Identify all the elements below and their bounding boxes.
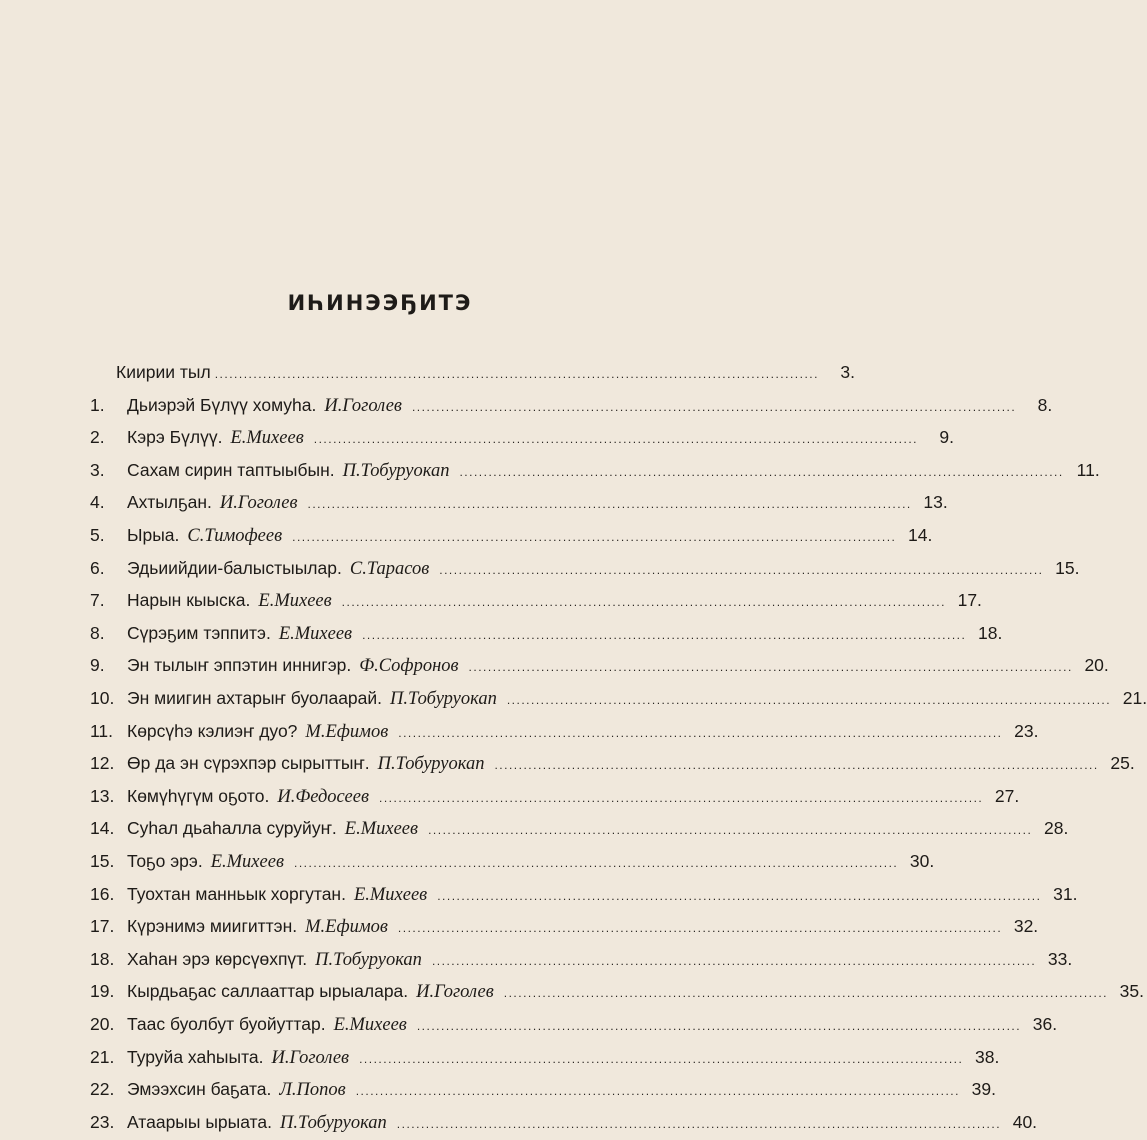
toc-entry — [116, 356, 855, 388]
toc-entry-number: 2. — [90, 427, 105, 448]
toc-entry-page: 14. — [908, 525, 933, 545]
toc-entry-title: Туохтан манньык хоргутан. — [127, 883, 346, 904]
toc-entry-number: 8. — [90, 622, 105, 643]
toc-entry-number: 14. — [90, 818, 115, 839]
toc-entry-author: П.Тобуруокап — [377, 754, 485, 775]
toc-entry-title: Сахам сирин таптыыбын. — [127, 459, 335, 480]
toc-dot-leader: ............................................................................................................................. — [355, 1084, 960, 1099]
toc-dot-leader: ............................................................................................................................. — [341, 595, 946, 610]
toc-entry — [90, 780, 1020, 812]
toc-entry — [90, 421, 954, 453]
toc-entry-author: М.Ефимов — [305, 721, 389, 742]
toc-entry — [90, 454, 1100, 486]
toc-dot-leader: ............................................................................................................................. — [439, 562, 1044, 577]
toc-entry-number: 3. — [90, 459, 105, 480]
toc-entry-page: 8. — [1037, 394, 1053, 415]
toc-dot-leader: ............................................................................................................................. — [437, 888, 1042, 903]
toc-dot-leader: ............................................................................................................................. — [503, 986, 1108, 1001]
toc-entry-number: 7. — [90, 590, 105, 611]
toc-dot-leader: ............................................................................................................................. — [431, 953, 1037, 968]
toc-dot-leader: ............................................................................................................................. — [398, 725, 1003, 740]
toc-entry-number: 22. — [90, 1079, 115, 1100]
toc-entry-number: 16. — [90, 883, 115, 904]
toc-entry-author: Е.Михеев — [258, 591, 332, 612]
toc-entry — [90, 584, 982, 616]
toc-entry-author: П.Тобуруокап — [279, 1112, 387, 1133]
toc-entry-number: 18. — [90, 948, 115, 969]
toc-entry-title: Таас буолбут буойуттар. — [127, 1014, 326, 1034]
toc-entry-page: 3. — [840, 362, 855, 382]
toc-entry — [90, 747, 1135, 779]
toc-entry-title: Эн миигин ахтарыҥ буолаарай. — [127, 688, 383, 708]
toc-entry-title: Атаарыы ырыата. — [127, 1111, 272, 1132]
toc-entry-title: Эмээхсин баҕата. — [127, 1079, 272, 1100]
toc-entry-number: 17. — [90, 916, 115, 937]
toc-entry-title: Эдьиийдии-балыстыылар. — [127, 557, 342, 578]
toc-entry-title: Тоҕо эрэ. — [127, 851, 203, 871]
toc-entry-author: Е.Михеев — [333, 1015, 407, 1035]
toc-entry-title: Суһал дьаһалла суруйуҥ. — [127, 818, 337, 839]
page-title: ИҺИНЭЭҔИТЭ — [287, 291, 473, 315]
toc-entry-title: Ахтылҕан. — [127, 492, 212, 513]
toc-dot-leader: ............................................................................................................................. — [362, 627, 967, 642]
toc-entry-page: 20. — [1084, 655, 1109, 676]
toc-entry-number: 20. — [90, 1014, 115, 1034]
toc-entry-number: 15. — [90, 851, 115, 871]
toc-dot-leader: ............................................................................................................................. — [428, 823, 1033, 838]
toc-entry — [90, 617, 1003, 649]
toc-entry-page: 39. — [971, 1079, 996, 1100]
toc-dot-leader: ............................................................................................................................. — [214, 367, 819, 381]
toc-entry-page: 40. — [1012, 1111, 1038, 1132]
toc-dot-leader: ............................................................................................................................. — [468, 660, 1073, 675]
toc-entry-title: Күрэнимэ миигиттэн. — [127, 916, 298, 937]
toc-dot-leader: ............................................................................................................................. — [506, 693, 1112, 707]
toc-entry-page: 13. — [923, 492, 948, 513]
toc-entry-page: 25. — [1110, 753, 1135, 774]
toc-entry-page: 23. — [1014, 720, 1039, 741]
toc-entry-author: И.Федосеев — [277, 786, 369, 807]
toc-entry-page: 32. — [1013, 916, 1039, 937]
toc-dot-leader: ............................................................................................................................. — [293, 856, 899, 870]
toc-entry-author: И.Гоголев — [219, 493, 298, 514]
toc-entry-author: Ф.Софронов — [359, 656, 459, 677]
toc-entry-title: Нарын кыыска. — [127, 590, 251, 611]
toc-entry-page: 9. — [939, 427, 954, 448]
toc-entry-author: Л.Попов — [279, 1080, 346, 1101]
toc-entry-number: 23. — [90, 1111, 115, 1132]
toc-entry-number: 6. — [90, 557, 105, 578]
toc-entry-page: 33. — [1047, 948, 1073, 969]
toc-entry-title: Киирии тыл — [116, 362, 211, 382]
toc-entry-number: 1. — [90, 394, 105, 415]
toc-entry — [90, 812, 1069, 844]
toc-entry-page: 11. — [1076, 459, 1100, 480]
toc-dot-leader: ............................................................................................................................. — [292, 530, 897, 544]
toc-dot-leader: ............................................................................................................................. — [396, 1116, 1002, 1131]
toc-entry-page: 18. — [978, 622, 1003, 643]
toc-entry-number: 12. — [90, 753, 115, 774]
toc-entry-author: Е.Михеев — [278, 623, 353, 644]
toc-dot-leader: ............................................................................................................................. — [359, 1051, 964, 1066]
toc-entry-author: С.Тарасов — [349, 558, 430, 579]
toc-entry — [90, 389, 1053, 421]
toc-entry — [90, 519, 933, 551]
toc-entry-author: С.Тимофеев — [187, 526, 283, 546]
toc-dot-leader: ............................................................................................................................. — [416, 1019, 1022, 1033]
toc-entry-title: Сүрэҕим тэппитэ. — [127, 622, 271, 643]
toc-entry-page: 36. — [1032, 1014, 1058, 1034]
toc-entry-title: Хаһан эрэ көрсүөхпүт. — [127, 948, 308, 969]
toc-entry-page: 27. — [994, 785, 1020, 806]
toc-entry-title: Туруйа хаһыыта. — [127, 1046, 264, 1067]
toc-entry-number: 5. — [90, 525, 105, 545]
toc-entry-author: Е.Михеев — [344, 819, 419, 840]
toc-entry-page: 38. — [975, 1046, 1000, 1067]
toc-entry-page: 30. — [909, 851, 935, 871]
toc-entry-page: 15. — [1055, 557, 1080, 578]
toc-entry-author: Е.Михеев — [210, 852, 284, 872]
toc-entry-page: 35. — [1119, 981, 1144, 1002]
toc-entry-author: И.Гоголев — [324, 395, 402, 416]
toc-entry-author: И.Гоголев — [271, 1047, 350, 1068]
toc-dot-leader: ............................................................................................................................. — [411, 399, 1017, 414]
toc-entry-number: 19. — [90, 981, 115, 1002]
toc-dot-leader: ............................................................................................................................. — [307, 497, 912, 512]
toc-entry-page: 28. — [1043, 818, 1069, 839]
toc-entry-title: Көрсүһэ кэлиэҥ дуо? — [127, 720, 298, 741]
toc-entry-title: Ырыа. — [127, 525, 180, 545]
toc-entry-title: Көмүһүгүм оҕото. — [127, 785, 270, 806]
toc-entry — [90, 1106, 1038, 1138]
toc-entry-number: 11. — [90, 720, 114, 741]
toc-entry-author: П.Тобуруокап — [342, 460, 450, 481]
toc-entry-author: П.Тобуруокап — [315, 949, 422, 970]
toc-entry-title: Кырдьаҕас саллааттар ырыалара. — [127, 981, 409, 1002]
toc-entry-page: 17. — [957, 590, 982, 611]
toc-entry — [90, 878, 1078, 910]
toc-entry-page: 31. — [1053, 883, 1078, 904]
toc-entry-title: Өр да эн сүрэхпэр сырыттыҥ. — [127, 753, 370, 774]
toc-entry — [90, 649, 1109, 681]
toc-entry-page: 21. — [1122, 688, 1147, 708]
toc-entry — [90, 975, 1144, 1007]
toc-entry — [90, 486, 948, 518]
toc-dot-leader: ............................................................................................................................. — [313, 432, 918, 447]
toc-entry-title: Кэрэ Бүлүү. — [127, 427, 223, 448]
toc-entry-author: И.Гоголев — [416, 982, 494, 1003]
toc-entry — [90, 715, 1039, 747]
toc-entry-author: М.Ефимов — [305, 917, 388, 938]
toc-entry — [90, 943, 1073, 975]
toc-entry-title: Дьиэрэй Бүлүү хомуһа. — [127, 394, 317, 415]
toc-entry — [90, 845, 935, 877]
toc-entry-author: П.Тобуруокап — [390, 689, 497, 709]
toc-entry-number: 9. — [90, 655, 105, 676]
toc-entry-number: 4. — [90, 492, 105, 513]
toc-entry — [90, 552, 1080, 584]
toc-entry — [90, 1008, 1058, 1040]
toc-entry-title: Эн тылыҥ эппэтин иннигэр. — [127, 655, 352, 676]
toc-dot-leader: ............................................................................................................................. — [459, 464, 1064, 479]
toc-entry — [90, 1073, 996, 1105]
toc-entry-number: 21. — [90, 1046, 115, 1067]
toc-dot-leader: ............................................................................................................................. — [494, 758, 1099, 773]
toc-dot-leader: ............................................................................................................................. — [378, 790, 984, 805]
toc-entry-author: Е.Михеев — [230, 428, 304, 449]
toc-entry — [90, 1041, 1000, 1073]
toc-entry — [90, 682, 1147, 714]
toc-entry — [90, 910, 1039, 942]
toc-dot-leader: ............................................................................................................................. — [397, 921, 1003, 936]
toc-entry-number: 13. — [90, 785, 115, 806]
toc-entry-number: 10. — [90, 688, 115, 708]
toc-entry-author: Е.Михеев — [353, 884, 428, 905]
